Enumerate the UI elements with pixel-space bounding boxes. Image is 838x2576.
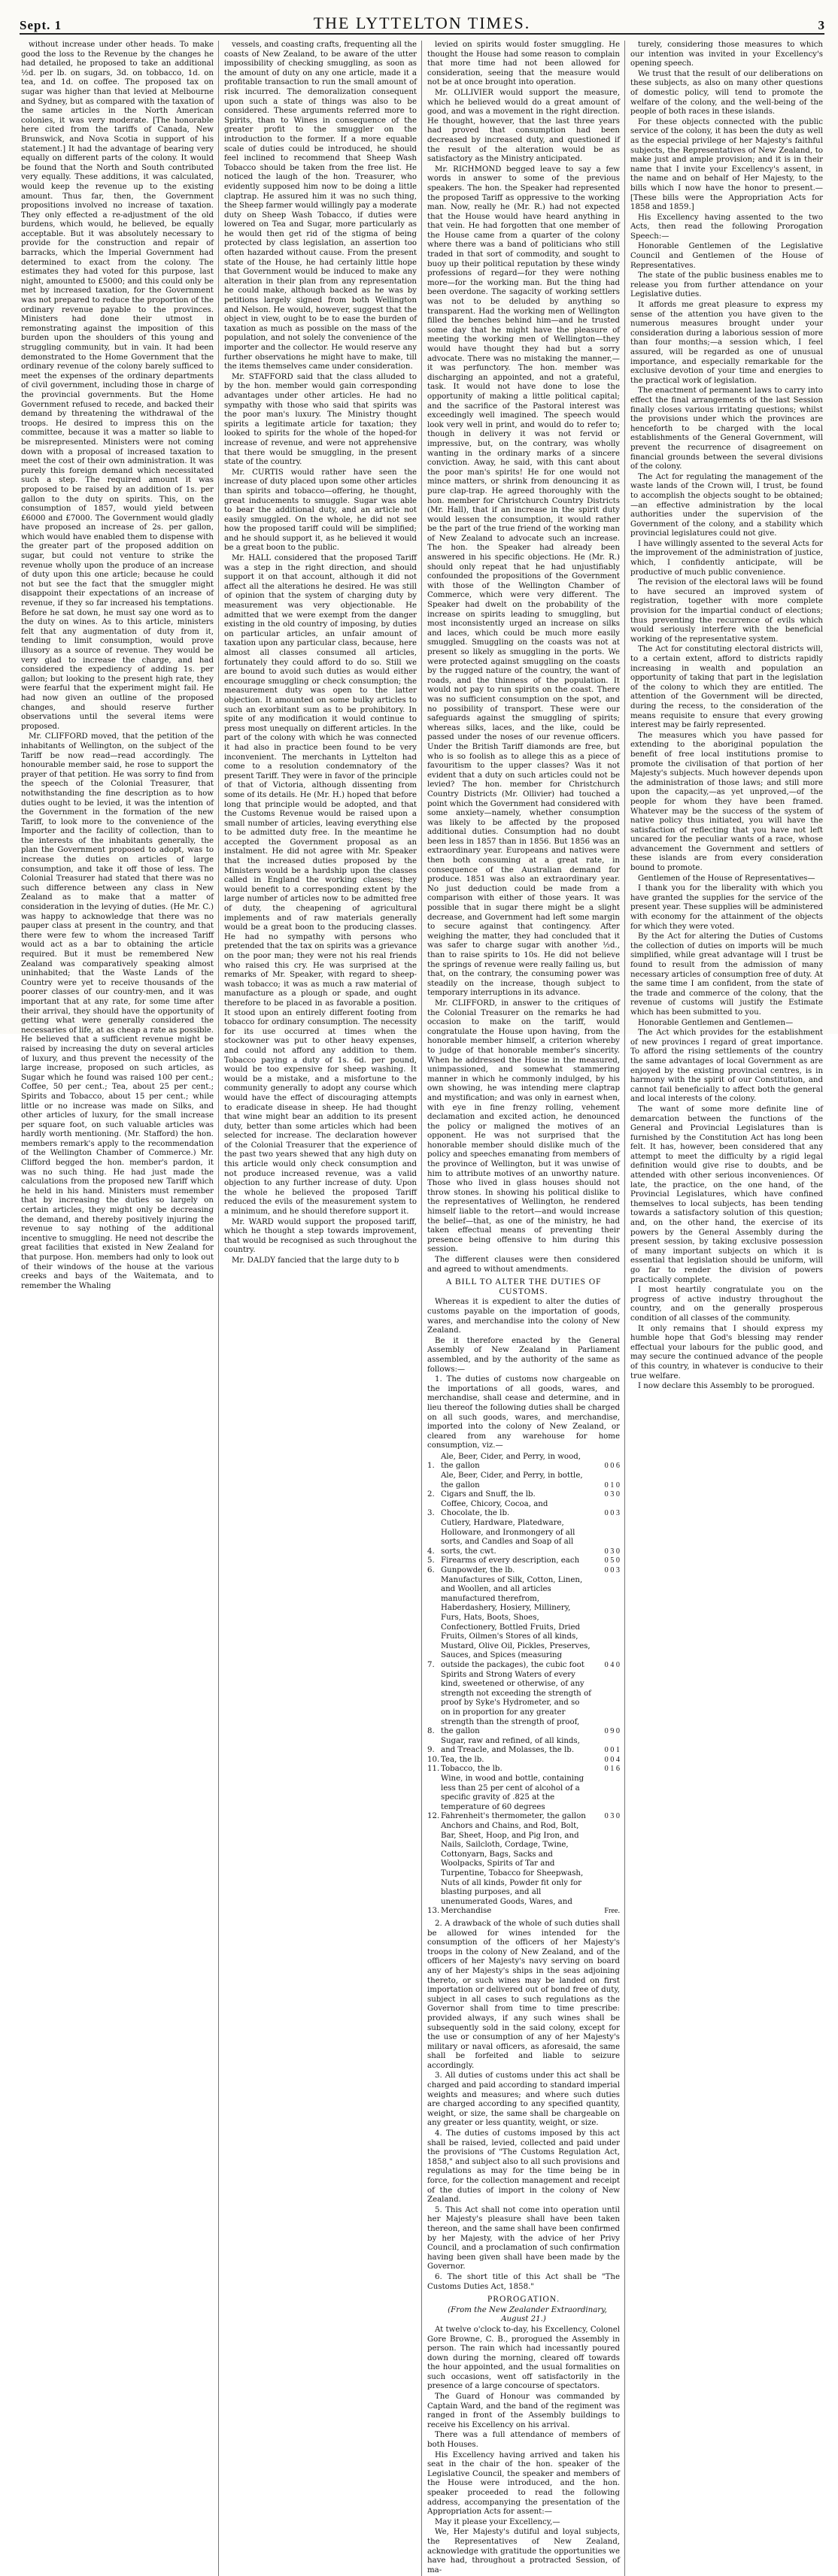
prorogation-heading: PROROGATION. <box>487 2295 560 2305</box>
tariff-item-description: Manufactures of Silk, Cotton, Linen, and Woollen, and all articles manufactured therefrom, Haberdashery, Hosiery, Millinery, Furs, Hats, Boots, Shoes, Confectionery, Bottled Fruits, Dried Fruits, Oilmen's Stores of all kinds, Mustard, Olive Oil, Pickles, Preserves, Sauces, and Spices (measuring outside the packages), the cubic foot <box>441 1575 591 1669</box>
tariff-rate: 0 3 0 <box>604 1547 620 1556</box>
paragraph: I thank you for the liberality with which you have granted the supplies for the service of the present year. These supplies will be administered with economy for the attainment of the objects for which they were voted. <box>630 884 824 931</box>
tariff-item-description: Anchors and Chains, and Rod, Bolt, Bar, Sheet, Hoop, and Pig Iron, and Nails, Sailcloth, Cordage, Twine, Cottonyarn, Bags, Sacks and Woolpacks, Spirits of Tar and Turpentine, Tobacco for Sheepwash, Nuts of all kinds, Powder fit only for blasting purposes, and all unenumerated Goods, Wares, and Merchandise <box>441 1822 584 1916</box>
tariff-item-number: 1. <box>427 1462 435 1471</box>
tariff-row <box>427 1765 620 1774</box>
paragraph: It only remains that I should express my humble hope that God's blessing may render effectual your labours for the public good, and may secure the continued advance of the people of this country, in whatever is conducive to their true welfare. <box>630 1324 823 1380</box>
tariff-rate: 0 9 0 <box>604 1727 620 1736</box>
columns <box>20 41 824 2574</box>
tariff-item-number: 10. <box>427 1755 440 1764</box>
paragraph: The Act for constituting electoral districts will, to a certain extent, afford to districts rapidly increasing in wealth and population an opportunity of taking that part in the legislation of the colony to which they are entitled. The attention of the Government will be directed, during the recess, to the consideration of the means requisite to ensure that every growing interest may be fairly represented. <box>630 645 823 730</box>
paragraph: Mr. STAFFORD said that the class alluded to by the hon. member would gain corresponding advantages under other articles. He had no sympathy with those who said that spirits was the poor man's luxury. The Ministry thought spirits a legitimate article for taxation; they looked to spirits for the whole of the hoped-for increase of revenue, and were not apprehensive that there would be smuggling, in the present state of the country. <box>224 372 417 467</box>
tariff-rate: 0 0 1 <box>604 1746 620 1755</box>
column-3 <box>426 41 621 2576</box>
paragraph: We trust that the result of our deliberations on these subjects, as also on many other questions of domestic policy, will tend to promote the welfare of the colony, and the well-being of the people of both races in these islands. <box>630 69 823 117</box>
paragraph: The Act for regulating the management of the waste lands of the Crown will, I trust, be found to accomplish the objects sought to be obtained;—an effective administration by the local authorities under the supervision of the Government of the colony, and a stability which provincial legislatures could not give. <box>630 472 823 538</box>
tariff-rate: 0 1 6 <box>604 1765 620 1774</box>
paragraph: We, Her Majesty's dutiful and loyal subjects, the Representatives of New Zealand, acknowledge with gratitude the opportunities we have had, throughout a protracted Session, of ma- <box>427 2528 620 2574</box>
paragraph: Honorable Gentlemen and Gentlemen— <box>638 1018 794 1027</box>
column-4 <box>629 41 824 2576</box>
paragraph: levied on spirits would foster smuggling. He thought the House had some reason to complain that more time had not been allowed for consideration, seeing that the measure would not be at once brought into operation. <box>427 41 620 87</box>
paragraph: Mr. WARD would support the proposed tariff, which he thought a step towards improvement, that would be recognised as such throughout the country. <box>224 1217 417 1255</box>
paragraph: His Excellency having assented to the two Acts, then read the following Prorogation Speech:— <box>630 213 823 241</box>
tariff-rate: 0 3 0 <box>604 1812 620 1821</box>
tariff-row <box>427 1756 620 1765</box>
bill-paragraph: 1. The duties of customs now chargeable on the importations of all goods, wares, and merchandise, shall cease and determine, and in lieu thereof the following duties shall be charged on all such goods, wares, and merchandise, imported into the colony of New Zealand, or cleared from any warehouse for home consumption, viz.— <box>427 1375 620 1450</box>
paragraph: The revision of the electoral laws will be found to have secured an improved system of registration, together with more complete provision for the impartial conduct of elections; thus preventing the recurrence of evils which would seriously interfere with the beneficial working of the representative system. <box>630 578 823 644</box>
paragraph: There was a full attendance of members of both Houses. <box>427 2431 620 2450</box>
tariff-item-number: 2. <box>427 1490 435 1499</box>
tariff-rate: 0 0 4 <box>604 1755 620 1764</box>
tariff-rate: 0 0 6 <box>604 1462 620 1471</box>
tariff-item-description: Sugar, raw and refined, of all kinds, and Treacle, and Molasses, the lb. <box>441 1736 580 1755</box>
tariff-row <box>427 1490 620 1500</box>
tariff-item-number: 3. <box>427 1509 435 1518</box>
tariff-item-description: Firearms of every description, each <box>441 1556 580 1565</box>
masthead <box>20 11 824 35</box>
tariff-item-description: Wine, in wood and bottle, containing less than 25 per cent of alcohol of a specific gravity of .825 at the temperature of 60 degrees Fahrenheit's thermometer, the gallon <box>441 1774 586 1821</box>
debate-continued <box>427 41 620 1274</box>
tariff-item-description: Ale, Beer, Cider, and Perry, in wood, the gallon <box>441 1452 581 1471</box>
prorogation-report <box>427 2326 620 2575</box>
tariff-row <box>427 1566 620 1576</box>
paragraph: without increase under other heads. To make good the loss to the Revenue by the changes he had detailed, he proposed to take an additional ½d. per lb. on sugars, 3d. on tobbacco, 1d. on tea, and 1d. on coffee. The proposed tax on sugar was higher than that levied at Melbourne and Sydney, but as compared with the taxation of the same articles in the North American colonies, it was very moderate. [The honorable here cited from the tariffs of Canada, New Brunswick, and Nova Scotia in support of his statement.] It had the advantage of bearing very equally on different parts of the colony. It would be found that the North and South contributed very equally. These additions, it was calculated, would keep the revenue up to the existing amount. Thus far, then, the Government propositions involved no increase of taxation. They only effected a re-adjustment of the old burdens, which would, he believed, be equally acceptable. But it was absolutely necessary to provide for the construction and repair of barracks, which the Imperial Government had determined to exact from the colony. The estimates they had voted for this purpose, last night, amounted to £5000; and this could only be met by increased taxation, for the Government was not prepared to reduce the proportion of the ordinary revenue payable to the provinces. Ministers had done their utmost in remonstrating against the imposition of this burden upon the shoulders of this young and struggling community, but in vain. It had been demonstrated to the Home Government that the ordinary revenue of the colony barely sufficed to meet the expenses of the ordinary departments of civil government, including those in charge of the provincial governments. But the Home Government refused to recede, and backed their demand by threatening the withdrawal of the troops. He desired to impress this on the committee, because it was a matter so liable to be misrepresented. Ministers were not coming down with a proposal of increased taxation to meet the cost of their own administration. It was purely this foreign demand which necessitated such a step. The required amount it was proposed to be raised by an addition of 1s. per gallon to the duty on spirits. This, on the consumption of 1857, would yield between £6000 and £7000. The Government would gladly have proposed an increase of 2s. per gallon, which would have enabled them to dispense with the greater part of the proposed addition on sugar, but could not venture to strike the revenue wholly upon the produce of an increase of duty upon this one article; because he could not but see the fact that the smuggler might disappoint their expectations of an increase of revenue, if they so far increased his temptations. Before he sat down, he must say one word as to the duty on wines. As to this article, ministers felt that any augmentation of duty from it, tending to limit consumption, would prove illusory as a source of revenue. They would be very glad to increase the charge, and had considered the expediency of adding 1s. per gallon; but looking to the present high rate, they were fearful that the experiment might fail. He had now given an outline of the proposed changes, and should reserve further observations until the several items were proposed. <box>21 41 214 731</box>
tariff-rate: 0 1 0 <box>604 1480 620 1490</box>
column-1 <box>20 41 215 2576</box>
paragraph: For these objects connected with the public service of the colony, it has been the duty as well as the especial privilege of her Majesty's faithful subjects, the Representatives of New Zealand, to make just and ample provision; and it is in their name that I invite your Excellency's assent, in the name and on behalf of Her Majesty, to the bills which I now have the honor to present.—[These bills were the Appropriation Acts for 1858 and 1859.] <box>630 117 823 212</box>
tariff-rate: 0 3 0 <box>604 1490 620 1499</box>
bill-clause: 4. The duties of customs imposed by this act shall be raised, levied, collected and paid under the provisions of "The Customs Regulation Act, 1858," and subject also to all such provisions and regulations as may for the time being be in force, for the collection management and receipt of the duties of import in the colony of New Zealand. <box>427 2129 620 2205</box>
paragraph: Mr. HALL considered that the proposed Tariff was a step in the right direction, and should support it on that account, although it did not affect all the alterations he desired. He was still of opinion that the system of charging duty by measurement was very objectionable. He admitted that we were exempt from the danger existing in the old country of imposing, by duties on particular articles, an unfair amount of taxation upon any particular class, because, here almost all classes consumed all articles, fortunately they could afford to do so. Still we are bound to avoid such duties as would either encourage smuggling or check consumption; the measurement duty was open to the latter objection. It amounted on some bulky articles to such an exorbitant sum as to be prohibitory. In spite of any modification it would continue to press most unequally on different articles. In the part of the colony with which he was connected it had also in practice been found to be very inconvenient. The merchants in Lyttelton had come to a resolution condemnatory of the present Tariff. They were in favor of the principle of that of Victoria, although dissenting from some of its details. He (Mr. H.) hoped that before long that principle would be adopted, and that the Customs Revenue would be raised upon a small number of articles, leaving everything else to be admitted duty free. In the meantime he accepted the Government proposal as an instalment. He did not agree with Mr. Speaker that the increased duties proposed by the Ministers would be a hardship upon the classes called in England the working classes; they would benefit to a corresponding extent by the large number of articles now to be admitted free of duty, the cheapening of agricultural implements and of raw materials generally would be a great boon to the producing classes. He had no sympathy with persons who pretended that the tax on spirits was a grievance on the poor man; they were not his real friends who raised this cry. He was surprised at the remarks of Mr. Speaker, with regard to sheep-wash tobacco; it was as much a raw material of manufacture as a plough or spade, and ought therefore to be placed in as favorable a position. It stood upon an entirely different footing from tobacco for ordinary consumption. The necessity for its use occurred at times when the stockowner was put to other heavy expenses, and could not afford any addition to them. Tobacco paying a duty of 1s. 6d. per pound, would be too expensive for sheep washing. It would be a mistake, and a misfortune to the community generally to adopt any course which would have the effect of discouraging attempts to eradicate disease in sheep. He had thought that wine might bear an addition to its present duty, better than some articles which had been selected for increase. The declaration however of the Colonial Treasurer that the experience of the past two years shewed that any high duty on this article would only check consumption and not produce increased revenue, was a valid objection to any further increase of duty. Upon the whole he believed the proposed Tariff reduced the evils of the measurement system to a minimum, and he should therefore support it. <box>224 554 417 1217</box>
issue-date: Sept. 1 <box>20 18 62 32</box>
tariff-item-number: 12. <box>427 1812 440 1821</box>
paragraph: Mr. CLIFFORD moved, that the petition of the inhabitants of Wellington, on the subject of the Tariff be now read—read accordingly. The honourable member said, he rose to support the prayer of that petition. He was sorry to find from the speech of the Colonial Treasurer, that notwithstanding the fine description as to how duties ought to be levied, it was the intention of the Government in the formation of the new Tariff, to look more to the convenience of the Importer and the facility of collection, than to the interests of the inhabitants generally, the plan the Government proposed to adopt, was to increase the duties on articles of large consumption, and take it off those of less. The Colonial Treasurer had stated that there was no such difference between any class in New Zealand as to make that a matter of consideration in the levying of duties. (He Mr. C.) was happy to acknowledge that there was no pauper class at present in the country, and that there were few to whom the increased Tariff would act as a bar to obtaining the article required. But it must be remembered New Zealand was comparatively speaking almost uninhabited; that the Waste Lands of the Country were yet to receive thousands of the poorer classes of our country-men, and it was important that at any rate, for some time after their arrival, they should have the opportunity of getting what were generally considered the necessaries of life, at as cheap a rate as possible. He believed that a sufficient revenue might be raised by increasing the duty on several articles of luxury, and thus prevent the necessity of the large increase, proposed on such articles, as Sugar which he found was raised 100 per cent.; Coffee, 50 per cent.; Tea, about 25 per cent.; Spirits and Tobacco, about 15 per cent.; while little or no increase was made on Silks, and other articles of luxury, for the small increase per square foot, on such valuable articles was hardly worth mentioning. (Mr. Stafford) the hon. members remark's apply to the recommendation of the Wellington Chamber of Commerce.) Mr. Clifford begged the hon. member's pardon, it was no such thing. He had just made the calculations from the proposed new Tariff which he held in his hand. Ministers must remember that by increasing the duties so largely on certain articles, they might only be decreasing the demand, and thereby positively injuring the revenue to say nothing of the additional incentive to smuggling. He need not describe the great facilities that existed in New Zealand for that purpose. Hon. members had only to look out of their windows of the house at the various creeks and bays of the Waitemata, and to remember the Whaling <box>21 732 214 1290</box>
bill-heading: A BILL TO ALTER THE DUTIES OF CUSTOMS. <box>445 1277 602 1296</box>
tariff-item-number: 8. <box>427 1727 435 1736</box>
tariff-row <box>427 1519 620 1556</box>
paragraph: The want of some more definite line of demarcation between the functions of the General and Provincial Legislatures than is furnished by the Constitution Act has long been felt. It has, however, been considered that any attempt to meet the difficulty by a rigid legal definition would give rise to doubts, and be attended with other serious inconveniences. Of late, the practice, on the one hand, of the Provincial Legislatures, which have confined themselves to local subjects, has been tending towards a satisfactory solution of this question; and, on the other hand, the exercise of its powers by the General Assembly during the present session, by taking exclusive possession of many important subjects on which it is essential that legislation should be uniform, will go far to render the division of powers practically complete. <box>630 1105 823 1284</box>
newspaper-title: THE LYTTELTON TIMES. <box>313 14 531 32</box>
column-2 <box>223 41 418 2576</box>
bill-clauses <box>427 1920 620 2292</box>
tariff-item-description: Gunpowder, the lb. <box>441 1566 515 1574</box>
bill-clause: 6. The short title of this Act shall be "The Customs Duties Act, 1858." <box>427 2272 620 2291</box>
tariff-rate: 0 0 3 <box>604 1566 620 1574</box>
tariff-item-number: 6. <box>427 1566 435 1574</box>
tariff-item-number: 9. <box>427 1746 435 1755</box>
tariff-row <box>427 1671 620 1737</box>
tariff-item-description: Tea, the lb. <box>441 1755 484 1764</box>
tariff-item-number: 4. <box>427 1547 435 1556</box>
tariff-rate: 0 4 0 <box>604 1660 620 1669</box>
tariff-item-description: Spirits and Strong Waters of every kind, sweetened or otherwise, of any strength not exceeding the strength of proof by Syke's Hydrometer, and so on in proportion for any greater strength than the strength of proof, the gallon <box>441 1670 591 1736</box>
paragraph: The measures which you have passed for extending to the aboriginal population the benefit of free local institutions promise to promote the civilisation of that portion of her Majesty's subjects. Much however depends upon the administration of those laws; and still more upon the capacity,—as yet unproved,—of the people for whom they have been framed. Whatever may be the success of the system of native policy thus initiated, you will have the satisfaction of reflecting that you have not left uncared for the peculiar wants of a race, whose advancement the Government and settlers of these islands are from every consideration bound to promote. <box>630 731 823 873</box>
paragraph: The Act which provides for the establishment of new provinces I regard of great importance. To afford the rising settlements of the country the same advantages of local Government as are enjoyed by the existing provincial centres, is in harmony with the spirit of our Constitution, and cannot fail beneficially to affect both the general and local interests of the colony. <box>630 1029 823 1104</box>
tariff-item-description: Tobacco, the lb. <box>441 1765 502 1774</box>
tariff-item-description: Coffee, Chicory, Cocoa, and Chocolate, the lb. <box>441 1499 548 1518</box>
page-number: 3 <box>818 18 824 32</box>
tariff-row <box>427 1500 620 1519</box>
paragraph: His Excellency having arrived and taken his seat in the chair of the hon. speaker of the Legislative Council, the speaker and members of the House were introduced, and the hon. speaker proceeded to read the following address, accompanying the presentation of the Appropriation Acts for assent:— <box>427 2450 620 2517</box>
tariff-row <box>427 1822 620 1917</box>
tariff-rate: 0 5 0 <box>604 1556 620 1565</box>
prorogation-speech <box>630 41 823 1392</box>
tariff-item-description: Cigars and Snuff, the lb. <box>441 1490 536 1499</box>
prorogation-source: (From the New Zealander Extraordinary, August 21.) <box>448 2305 607 2324</box>
tariff-row <box>427 1556 620 1566</box>
paragraph: By the Act for altering the Duties of Customs the collection of duties on imports will be much simplified, while great advantage will I trust be found to result from the admission of many necessary articles of consumption free of duty. At the same time I am confident, from the state of the trade and commerce of the colony, that the revenue of customs will justify the Estimate which has been submitted to you. <box>630 932 823 1017</box>
tariff-schedule <box>427 1453 620 1917</box>
paragraph: Mr. DALDY fancied that the large duty to b <box>232 1256 399 1265</box>
paragraph: The Guard of Honour was commanded by Captain Ward, and the band of the regiment was ranged in front of the Assembly buildings to receive his Excellency on his arrival. <box>427 2393 620 2429</box>
paragraph: Mr. RICHMOND begged leave to say a few words in answer to some of the previous speakers. The hon. the Speaker had represented the proposed Tariff as oppressive to the working man. Now, really he (Mr. R.) had not expected that the House would have heard anything in that vein. He had forgotten that one member of the House came from a quarter of the colony where there was a band of politicians who still traded in that sort of commodity, and sought to buoy up their political reputation by these windy professions of regard—for they were nothing more—for the working man. But the thing had been overdone. The sagacity of working settlers was not to be deluded by anything so transparent. Had the working men of Wellington filled the benches behind him—and he trusted some day that he might have the pleasure of meeting the working men of Wellington—they would have thought they had but a sorry advocate. There was no mistaking the manner,—it was perfunctory. The hon. member was discharging an appointed, and not a grateful, task. It would not have done to lose the opportunity of making a little political capital; and the sacrifice of the Pastoral interest was exceedingly well imagined. The speech would look very well in print, and would do to refer to; though in delivery it was not fervid or impressive, but, on the contrary, was wholly wanting in the ordinary marks of a sincere conviction. Away, he said, with this cant about the poor man's spirits! He for one would not mince matters, or shrink from denouncing it as pure clap-trap. He agreed thoroughly with the hon. member for Christchurch Country Districts (Mr. Hall), that if an increase in the spirit duty would lessen the consumption, it would rather be the part of the true friend of the working man of New Zealand to advocate such an increase. The hon. the Speaker had already been answered in his specific objections. He (Mr. R.) should only repeat that he had unjustifiably confounded the propositions of the Government with those of the Wellington Chamber of Commerce, which were very different. The Speaker had dwelt on the probability of the increase on spirits leading to smuggling, but most inconsistently urged an increase on silks and laces, which could be much more easily smuggled. Smuggling on the coasts was not at present so likely as smuggling in the ports. We were protected against smuggling on the coasts by the rugged nature of the country, the want of roads, and the thinness of the population. It would not pay to run spirits on the coast. There was no sufficient consumption on the spot, and no possibility of transport. These were our safeguards against the smuggling of spirits; whereas silks, laces, and the like, could be passed under the noses of our revenue officers. Under the British Tariff diamonds are free, but who is so foolish as to allege this as a piece of favouritism to the upper classes? Was it not evident that a duty on such articles could not be levied? The hon. member for Christchurch Country Districts (Mr. Ollivier) had touched a point which the Government had considered with some anxiety—namely, whether consumption was likely to be affected by the proposed additional duties. Consumption had no doubt been less in 1857 than in 1856. But 1856 was an extraordinary year. Europeans and natives were then both consuming at a great rate, in consequence of the Australian demand for produce. 1851 was also an extraordinary year. No just deduction could be made from a comparison with either of those years. It was possible that in sugar there might be a slight decrease, and Government had left some margin to secure against that contingency. After weighing the matter, they had concluded that it was safer to charge sugar with another ½d., than to raise spirits to 10s. He did not believe the springs of revenue were really failing us, but that, on the contrary, the consuming power was steadily on the increase, though subject to temporary interruptions in its advance. <box>427 165 620 998</box>
paragraph: I now declare this Assembly to be prorogued. <box>638 1382 815 1391</box>
paragraph: I have willingly assented to the several Acts for the improvement of the administration of justice, which, I confidently anticipate, will be productive of much public convenience. <box>630 539 823 577</box>
tariff-row <box>427 1453 620 1471</box>
paragraph: turely, considering those measures to which our intention was invited in your Excellency's opening speech. <box>630 41 823 68</box>
tariff-row <box>427 1576 620 1671</box>
paragraph: At twelve o'clock to-day, his Excellency, Colonel Gore Browne, C. B., prorogued the Assembly in person. The rain which had incessantly poured down during the morning, cleared off towards the hour appointed, and the usual formalities on such occasions, went off satisfactorily in the presence of a large concourse of spectators. <box>427 2325 620 2391</box>
paragraph: Honorable Gentlemen of the Legislative Council and Gentlemen of the House of Representatives. <box>630 242 823 270</box>
paragraph: Mr. CURTIS would rather have seen the increase of duty placed upon some other articles than spirits and tobacco—offering, he thought, great inducements to smuggle. Sugar was able to bear the additional duty, and an article not easily smuggled. On the whole, he did not see how the proposed tariff could will be simplified; and he should support it, as he believed it would be a great boon to the public. <box>224 468 417 553</box>
paragraph: I most heartily congratulate you on the progress of active industry throughout the country, and on the generally prosperous condition of all classes of the community. <box>630 1286 823 1323</box>
tariff-rate: Free. <box>604 1907 620 1916</box>
tariff-row <box>427 1471 620 1490</box>
paragraph: Mr. CLIFFORD, in answer to the critiques of the Colonial Treasurer on the remarks he had occasion to make on the tariff, would congratulate the House upon having, from the honorable member himself, a criterion whereby to judge of that honorable member's sincerity. When he addressed the House in the measured, unimpassioned, and somewhat stammering manner in which he commonly indulged, by his own showing, he was intending mere claptrap and mystification; and was only in earnest when, with eye in fine frenzy rolling, vehement declamation and excited action, he denounced the policy or maligned the motives of an opponent. He was not surprised that the honorable member should dislike much of the policy and speeches emanating from members of the province of Wellington, but it was unwise of him to attribute motives of an unworthy nature. Those who lived in glass houses should not throw stones. In showing his political dislike to the representatives of Wellington, he rendered himself liable to the retort—and would increase the belief—that, as one of the ministry, he had taken effectual means of preventing their presence being offensive to him during this session. <box>427 999 620 1254</box>
bill-clause: 3. All duties of customs under this act shall be charged and paid according to standard imperial weights and measures; and where such duties are charged according to any specified quantity, weight, or size, the same shall be chargeable on any greater or less quantity, weight, or size. <box>427 2071 620 2128</box>
tariff-item-number: 11. <box>427 1765 440 1774</box>
tariff-rate: 0 0 3 <box>604 1509 620 1518</box>
paragraph: The state of the public business enables me to release you from further attendance on your Legislative duties. <box>630 271 823 299</box>
tariff-item-description: Cutlery, Hardware, Platedware, Holloware, and Ironmongery of all sorts, and Candles and Soap of all sorts, the cwt. <box>441 1519 575 1556</box>
bill-paragraph: Be it therefore enacted by the General Assembly of New Zealand in Parliament assembled, and by the authority of the same as follows:— <box>427 1336 620 1374</box>
tariff-row <box>427 1774 620 1822</box>
tariff-item-number: 13. <box>427 1907 440 1916</box>
paragraph: vessels, and coasting crafts, frequenting all the coasts of New Zealand, to be aware of the utter impossibility of checking smuggling, as soon as the amount of duty on any one article, made it a profitable transaction to run the small amount of risk incurred. The demoralization consequent upon such a state of things was also to be considered. These arguments referred more to Spirits, than to Wines in consequence of the greater profit to the smuggler on the introduction to the former. If a more equable scale of duties could be introduced, he should feel inclined to recommend that Sheep Wash Tobacco should be taken from the free list. He noticed the laugh of the hon. Treasurer, who evidently supposed him now to be doing a little claptrap. He assured him it was no such thing, the Sheep farmer would willingly pay a moderate duty on Sheep Wash Tobacco, if duties were lowered on Tea and Sugar, more particularly as he would then get rid of the stigma of being protected by class legislation, an assertion too often hazarded without cause. From the present state of the House, he had certainly little hope that Government would be induced to make any alteration in their plan from any representation he could make, although backed as he was by petitions largely signed from both Wellington and Nelson. He would, however, suggest that the object in view, ought to be to ease the burden of taxation as much as possible on the mass of the population, and not solely the convenience of the importer and the collector. He would reserve any further observations he might have to make, till the items themselves came under consideration. <box>224 41 417 371</box>
bill-preamble <box>427 1298 620 1451</box>
tariff-item-number: 7. <box>427 1660 435 1669</box>
bill-paragraph: Whereas it is expedient to alter the duties of customs payable on the importation of goods, wares, and merchandise into the colony of New Zealand. <box>427 1298 620 1335</box>
tariff-item-number: 5. <box>427 1556 435 1565</box>
paragraph: The enactment of permanent laws to carry into effect the final arrangements of the last Session finally closes various irritating questions; whilst the provisions under which the provinces are henceforth to be charged with the local establishments of the General Government, will prevent the recurrence of disagreement on financial grounds between the several divisions of the colony. <box>630 386 823 471</box>
tariff-row <box>427 1737 620 1756</box>
paragraph: It affords me great pleasure to express my sense of the attention you have given to the numerous measures brought under your consideration during a laborious session of more than four months;—a session which, I feel assured, will be regarded as one of unusual importance, and especially remarkable for the exclusive devotion of your time and energies to the practical work of legislation. <box>630 301 823 385</box>
paragraph: The different clauses were then considered and agreed to without amendments. <box>427 1256 620 1274</box>
tariff-item-description: Ale, Beer, Cider, and Perry, in bottle, the gallon <box>441 1471 583 1490</box>
paragraph: Gentlemen of the House of Representatives— <box>638 874 815 883</box>
paragraph: Mr. OLLIVIER would support the measure, which he believed would do a great amount of good, and was a movement in the right direction. He thought, however, that the last three years had proved that consumption had been decreased by increased duty, and questioned if the result of the alteration would be as satisfactory as the Ministry anticipated. <box>427 88 620 164</box>
paragraph: May it please your Excellency,— <box>435 2517 560 2526</box>
bill-clause: 2. A drawback of the whole of such duties shall be allowed for wines intended for the consumption of the officers of her Majesty's troops in the colony of New Zealand, and of the officers of her Majesty's navy serving on board any of her Majesty's ships in the seas adjoining thereto, or such wines may be landed on first importation or delivered out of bond free of duty, subject in all cases to such regulations as the Governor shall from time to time prescribe: provided always, if any such wines shall be subsequently sold in the said colony, except for the use or consumption of any of her Majesty's military or naval officers, as aforesaid, the same shall be forfeited and liable to seizure accordingly. <box>427 1919 620 2070</box>
bill-clause: 5. This Act shall not come into operation until her Majesty's pleasure shall have been taken thereon, and the same shall have been confirmed by her Majesty, with the advice of her Privy Council, and a proclamation of such confirmation having been given shall have been made by the Governor. <box>427 2205 620 2271</box>
